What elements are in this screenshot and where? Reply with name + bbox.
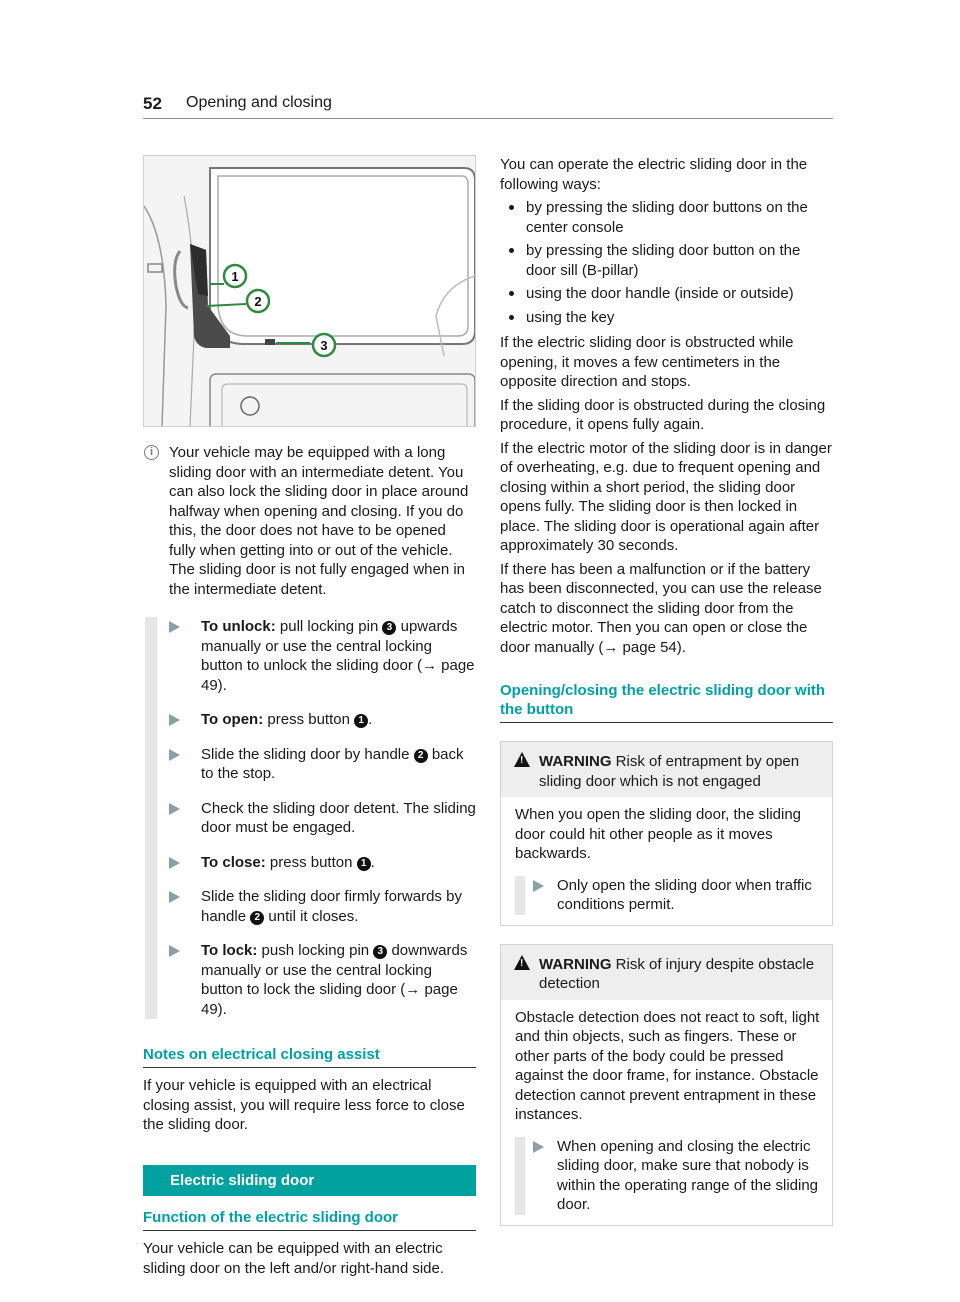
arrow-icon <box>533 880 544 892</box>
step-check-detent <box>169 799 476 838</box>
paragraph: If the electric sliding door is obstructed while opening, it moves a few centimeters in the opposite direction and stops. <box>500 334 794 390</box>
callout-badge: 2 <box>414 749 428 763</box>
warning-header <box>501 945 832 1000</box>
list-item: using the key <box>500 308 833 328</box>
list-item: by pressing the sliding door buttons on the center console <box>500 198 833 237</box>
step-label: To close: <box>201 853 266 871</box>
step-slide-forward <box>169 887 476 926</box>
arrow-icon <box>533 1141 544 1153</box>
sliding-door-illustration <box>143 155 476 427</box>
step-text: until it closes. <box>264 907 359 925</box>
operation-methods <box>500 198 833 327</box>
warning-body <box>501 797 832 925</box>
callout-badge: 2 <box>250 911 264 925</box>
paragraph: If the sliding door is obstructed during the closing procedure, it opens fully again. <box>500 396 826 433</box>
step-text: upwards manually or use the central locking button to unlock the sliding door (→ page 49). <box>201 618 475 694</box>
step-label: To lock: <box>201 942 258 959</box>
callout-badge: 3 <box>382 621 396 635</box>
step-text: push locking pin <box>257 942 374 959</box>
arrow-icon <box>169 749 180 761</box>
warning-box <box>500 741 833 926</box>
step-close <box>169 853 476 873</box>
warning-label: WARNING <box>539 955 612 973</box>
step-text: pull locking pin <box>275 618 383 635</box>
arrow-icon <box>169 621 180 633</box>
warning-body <box>501 1000 832 1225</box>
callout-badge: 1 <box>357 857 371 871</box>
warning-box <box>500 944 833 1226</box>
callout-badge: 3 <box>373 945 387 959</box>
callout-1-label: 1 <box>231 269 239 284</box>
closing-assist-text: If your vehicle is equipped with an electrical closing assist, you will require less force to close the sliding door. <box>143 1077 465 1133</box>
warning-label: WARNING <box>539 753 612 770</box>
step-text: press button <box>265 853 357 871</box>
info-icon: i <box>144 445 159 460</box>
warning-text: Obstacle detection does not react to soft, light and thin objects, such as fingers. These or other parts of the body could be pressed against the door frame, for instance. Obstacle detection cannot prevent entrapment in these instances. <box>515 1008 820 1123</box>
step-text: . <box>368 711 373 728</box>
list-item: using the door handle (inside or outside) <box>500 284 833 304</box>
step-text: press button <box>263 711 355 728</box>
page-header <box>143 92 833 119</box>
callout-badge: 1 <box>354 714 368 728</box>
warning-mark: ! <box>520 957 524 969</box>
warning-step <box>515 1137 820 1215</box>
section-title: Opening and closing <box>186 94 332 111</box>
function-text: Your vehicle can be equipped with an electric sliding door on the left and/or right-hand side. <box>143 1240 445 1277</box>
step-slide-back <box>169 745 476 784</box>
section-bar: Electric sliding door <box>143 1165 476 1197</box>
paragraph: If the electric motor of the sliding door is in danger of overheating, e.g. due to frequent opening and closing within a short period, the sliding door opens fully. The sliding door is then locked in place. The sliding door is operational again after approximately 30 seconds. <box>500 439 832 554</box>
warning-text: When you open the sliding door, the sliding door could hit other people as it moves backwards. <box>515 806 802 862</box>
arrow-icon <box>169 714 180 726</box>
left-column <box>143 155 476 1278</box>
arrow-icon <box>169 803 180 815</box>
right-column <box>500 155 833 1226</box>
callout-3-label: 3 <box>320 338 328 353</box>
intro-text: You can operate the electric sliding door in the following ways: <box>500 156 808 193</box>
step-text: Check the sliding door detent. The sliding door must be engaged. <box>201 799 476 836</box>
step-lock <box>169 941 476 1019</box>
warning-header <box>501 742 832 797</box>
warning-mark: ! <box>520 755 524 766</box>
info-note <box>143 443 476 599</box>
button-operation-heading: Opening/closing the electric sliding door with the button <box>500 681 833 723</box>
paragraph: If there has been a malfunction or if the battery has been disconnected, you can use the release catch to disconnect the sliding door from the electric motor. Then you can open or close the door manually (→ page 54). <box>500 560 822 656</box>
step-text: Slide the sliding door by handle <box>201 745 414 763</box>
arrow-icon <box>169 857 180 869</box>
list-item: by pressing the sliding door button on the door sill (B-pillar) <box>500 241 833 280</box>
warning-step-text: When opening and closing the electric sliding door, make sure that nobody is within the operating range of the sliding door. <box>557 1137 819 1213</box>
note-text: Your vehicle may be equipped with a long sliding door with an intermediate detent. You can also lock the sliding door in place around halfway when opening and closing. If you do this, the door does not have to be opened fully when getting into or out of the vehicle. The sliding door is not fully engaged when in the intermediate detent. <box>169 444 469 598</box>
arrow-icon <box>169 891 180 903</box>
step-text: . <box>370 853 375 871</box>
step-list <box>145 617 476 1019</box>
page-number: 52 <box>143 94 162 113</box>
warning-step <box>515 876 820 915</box>
step-text: back to the stop. <box>201 745 464 782</box>
step-text: Slide the sliding door firmly forwards by handle <box>201 888 462 925</box>
warning-title: Risk of injury despite obstacle detection <box>539 955 815 992</box>
step-open <box>169 710 476 730</box>
closing-assist-heading: Notes on electrical closing assist <box>143 1045 476 1068</box>
warning-step-text: Only open the sliding door when traffic conditions permit. <box>557 876 812 913</box>
step-text: downwards manually or use the central locking button to lock the sliding door (→ page 49). <box>201 942 468 1018</box>
step-label: To unlock: <box>201 618 276 635</box>
arrow-icon <box>169 945 180 957</box>
step-label: To open: <box>201 711 264 728</box>
step-unlock <box>169 617 476 695</box>
callout-2-label: 2 <box>254 294 262 309</box>
function-heading: Function of the electric sliding door <box>143 1208 476 1231</box>
warning-title: Risk of entrapment by open sliding door which is not engaged <box>539 753 800 790</box>
